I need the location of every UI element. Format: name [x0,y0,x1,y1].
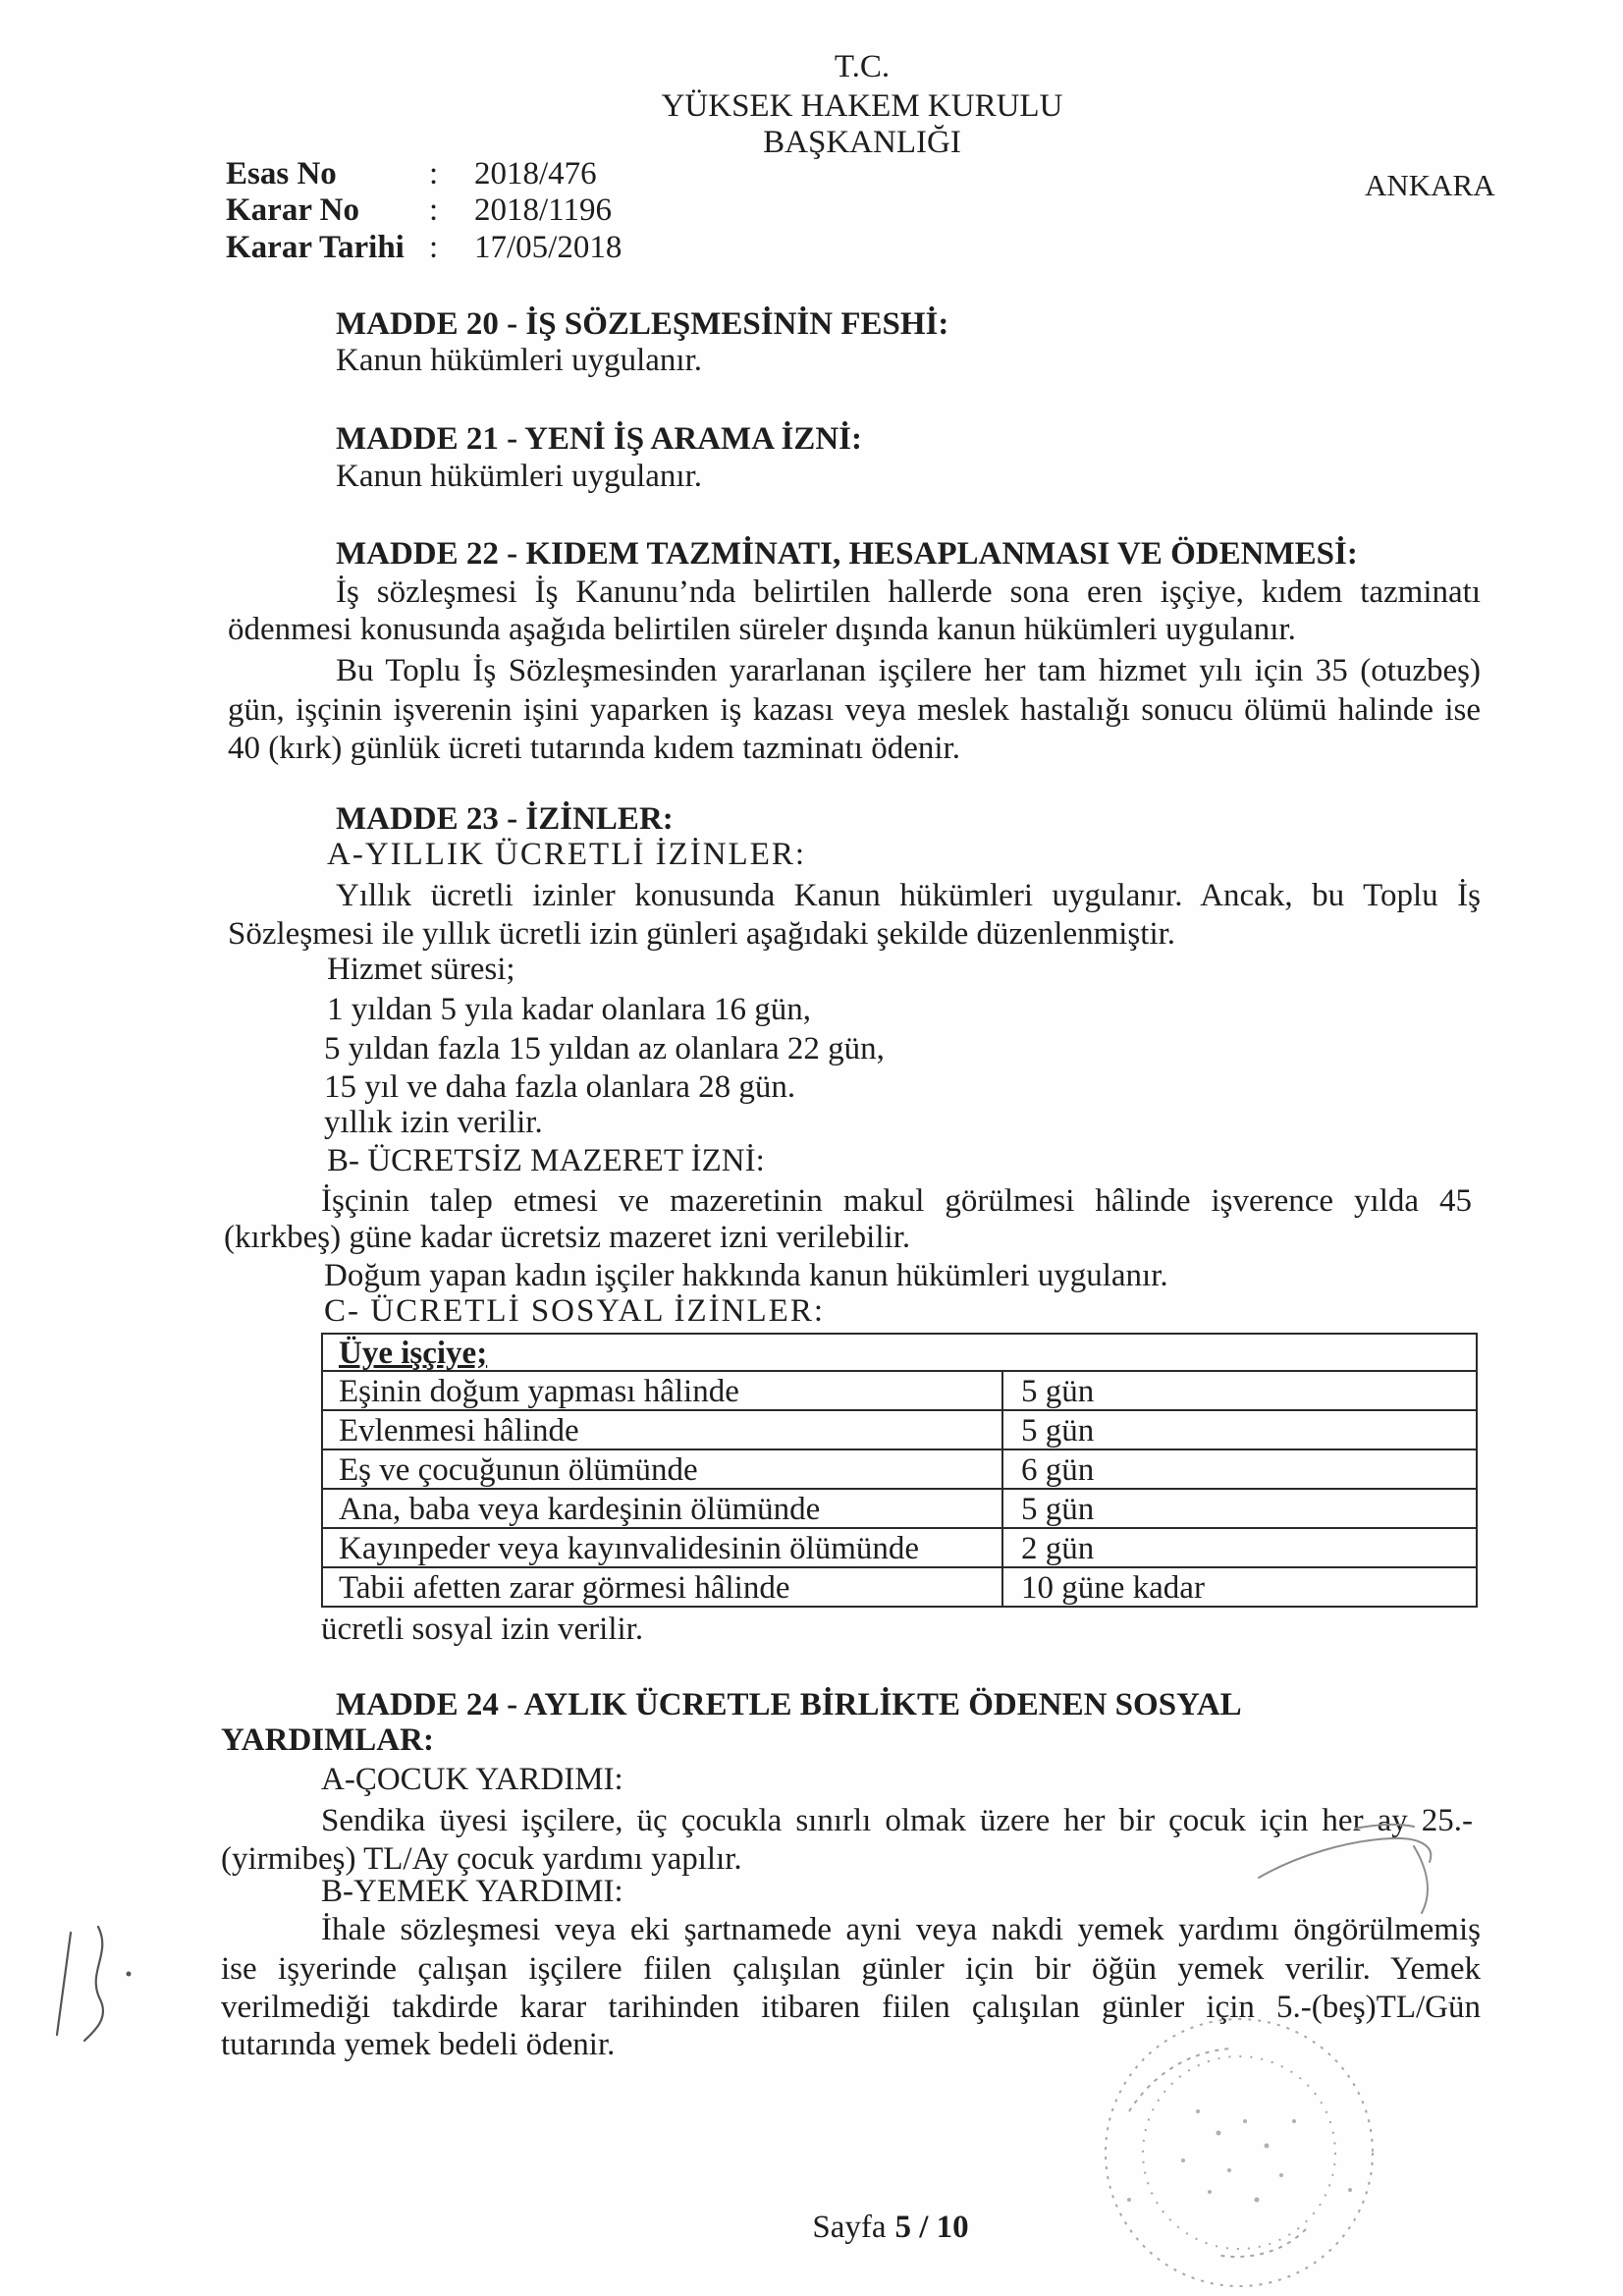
unpaid-leave-line: İşçinin talep etmesi ve mazeretinin makul görülmesi hâlinde işverence yılda 45 [321,1183,1472,1219]
child-allowance-heading: A-ÇOCUK YARDIMI: [321,1762,623,1797]
article-22-line: gün, işçinin işverenin işini yaparken iş kazası veya meslek hastalığı sonucu ölümü halinde ise [228,692,1481,728]
child-allowance-line: Sendika üyesi işçilere, üç çocukla sınırlı olmak üzere her bir çocuk için her ay 25.- [321,1803,1473,1838]
decision-number-separator: : [429,192,439,228]
service-period-item: 15 yıl ve daha fazla olanlara 28 gün. [324,1069,796,1105]
meal-allowance-line: verilmediği takdirde karar tarihinden itibaren fiilen çalışılan günler için 5.-(beş)TL/Gün [221,1990,1481,2025]
child-allowance-line: (yirmibeş) TL/Ay çocuk yardımı yapılır. [221,1841,742,1877]
leave-reason: Kayınpeder veya kayınvalidesinin ölümünde [322,1528,1002,1567]
article-21-title: MADDE 21 - YENİ İŞ ARAMA İZNİ: [336,421,862,457]
case-number-separator: : [429,156,439,191]
article-21-text: Kanun hükümleri uygulanır. [336,459,703,494]
header-city: ANKARA [1365,168,1495,202]
service-period-label: Hizmet süresi; [327,952,515,987]
stamp-seal [1106,2019,1373,2286]
leave-duration: 6 gün [1002,1449,1477,1489]
unpaid-leave-line: Doğum yapan kadın işçiler hakkında kanun hükümleri uygulanır. [324,1258,1168,1293]
leave-reason: Ana, baba veya kardeşinin ölümünde [322,1489,1002,1528]
annual-leave-heading: A-YILLIK ÜCRETLİ İZİNLER: [327,837,807,872]
service-period-item: 5 yıldan fazla 15 yıldan az olanlara 22 gün, [324,1031,885,1066]
social-leave-heading: C- ÜCRETLİ SOSYAL İZİNLER: [324,1293,826,1329]
article-23-title: MADDE 23 - İZİNLER: [336,801,674,837]
meal-allowance-line: tutarında yemek bedeli ödenir. [221,2027,616,2062]
decision-date-value: 17/05/2018 [474,230,622,265]
page-footer [645,2209,1136,2247]
table-header-cell [322,1334,1477,1371]
leave-reason: Evlenmesi hâlinde [322,1410,1002,1449]
article-22-title: MADDE 22 - KIDEM TAZMİNATI, HESAPLANMASI VE ÖDENMESİ: [336,536,1358,572]
leave-reason: Eşinin doğum yapması hâlinde [322,1371,1002,1410]
table-header-row [322,1334,1477,1371]
article-20-text: Kanun hükümleri uygulanır. [336,343,703,378]
annual-leave-line: Sözleşmesi ile yıllık ücretli izin günleri aşağıdaki şekilde düzenlenmiştir. [228,916,1176,952]
meal-allowance-line: ise işyerinde çalışan işçilere fiilen çalışılan günler için bir öğün yemek verilir. Yemek [221,1951,1481,1987]
leave-duration: 10 güne kadar [1002,1567,1477,1607]
case-number-label: Esas No [226,156,337,191]
social-leave-table [321,1333,1478,1608]
decision-number-value: 2018/1196 [474,192,612,228]
meal-allowance-heading: B-YEMEK YARDIMI: [321,1874,623,1909]
meal-allowance-line: İhale sözleşmesi veya eki şartnamede ayni veya nakdi yemek yardımı öngörülmemiş [321,1912,1481,1947]
table-row [322,1489,1477,1528]
header-department: BAŞKANLIĞI [763,125,961,160]
case-number-value: 2018/476 [474,156,597,191]
header-institution: YÜKSEK HAKEM KURULU [661,88,1063,124]
annual-leave-line: yıllık izin verilir. [324,1105,543,1140]
article-24-title: MADDE 24 - AYLIK ÜCRETLE BİRLİKTE ÖDENEN SOSYAL YARDIMLAR: [221,1687,1240,1758]
decision-date-label: Karar Tarihi [226,230,405,265]
decision-date-separator: : [429,230,439,265]
margin-initial-mark [57,1927,132,2041]
unpaid-leave-heading: B- ÜCRETSİZ MAZERET İZNİ: [327,1143,765,1178]
table-row [322,1371,1477,1410]
leave-reason: Tabii afetten zarar görmesi hâlinde [322,1567,1002,1607]
table-row [322,1567,1477,1607]
decision-number-label: Karar No [226,192,359,228]
article-22-line: Bu Toplu İş Sözleşmesinden yararlanan işçilere her tam hizmet yılı için 35 (otuzbeş) [336,653,1481,688]
service-period-item: 1 yıldan 5 yıla kadar olanlara 16 gün, [327,992,812,1027]
page-label: Sayfa [812,2210,887,2245]
article-22-line: ödenmesi konusunda aşağıda belirtilen süreler dışında kanun hükümleri uygulanır. [228,612,1296,647]
unpaid-leave-line: (kırkbeş) güne kadar ücretsiz mazeret izni verilebilir. [224,1220,911,1255]
leave-duration: 2 gün [1002,1528,1477,1567]
annual-leave-line: Yıllık ücretli izinler konusunda Kanun hükümleri uygulanır. Ancak, bu Toplu İş [336,878,1481,913]
article-22-line: İş sözleşmesi İş Kanunu’nda belirtilen hallerde sona eren işçiye, kıdem tazminatı [336,574,1481,610]
header-tc: T.C. [834,49,891,84]
leave-duration: 5 gün [1002,1371,1477,1410]
table-row [322,1528,1477,1567]
page-number: 5 / 10 [894,2210,969,2245]
leave-reason: Eş ve çocuğunun ölümünde [322,1449,1002,1489]
table-row [322,1410,1477,1449]
leave-duration: 5 gün [1002,1489,1477,1528]
table-header: Üye işçiye; [339,1336,488,1371]
leave-duration: 5 gün [1002,1410,1477,1449]
article-22-line: 40 (kırk) günlük ücreti tutarında kıdem tazminatı ödenir. [228,731,960,766]
social-leave-footer: ücretli sosyal izin verilir. [321,1612,644,1647]
article-20-title: MADDE 20 - İŞ SÖZLEŞMESİNİN FESHİ: [336,306,949,342]
table-row [322,1449,1477,1489]
